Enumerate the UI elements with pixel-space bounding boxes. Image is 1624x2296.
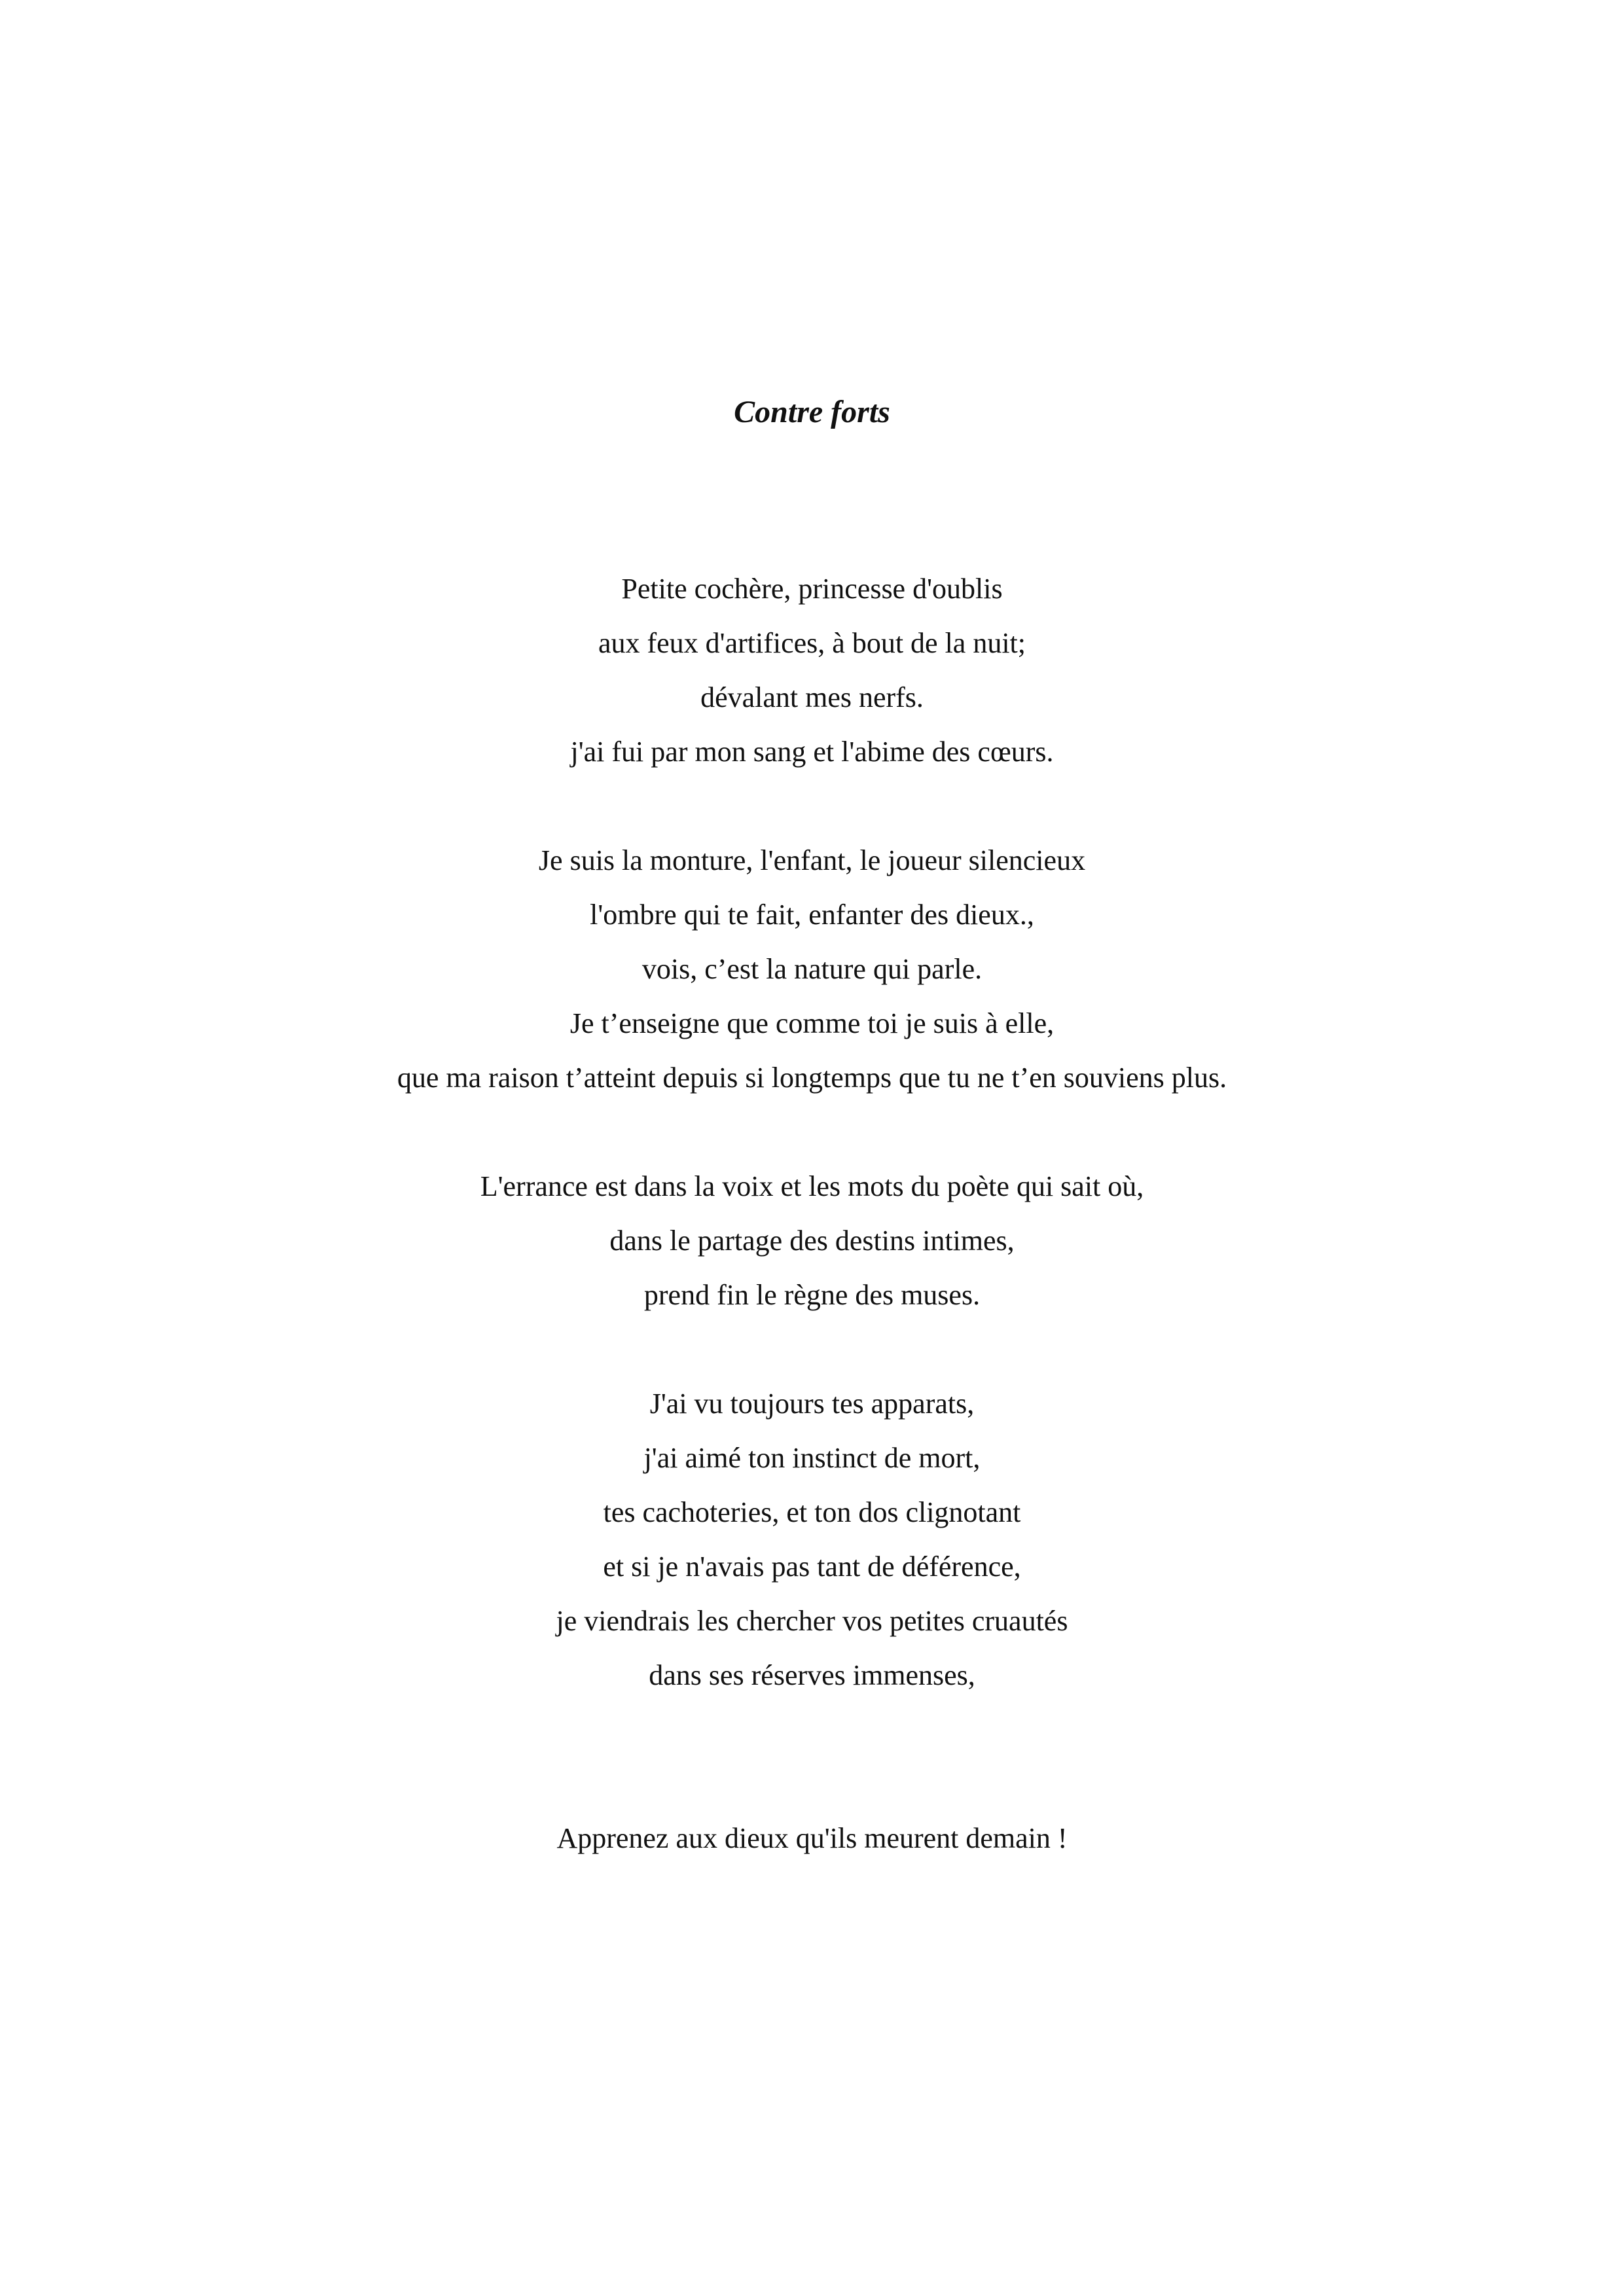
poem-line: vois, c’est la nature qui parle. [641, 953, 983, 985]
poem-line: Je suis la monture, l'enfant, le joueur silencieux [538, 844, 1086, 876]
stanza-3 [0, 1159, 1624, 1322]
poem-line: prend fin le règne des muses. [643, 1279, 981, 1311]
poem-body [0, 562, 1624, 1865]
stanza-final [0, 1811, 1624, 1865]
poem-line: dans ses réserves immenses, [649, 1659, 975, 1691]
stanza-1 [0, 562, 1624, 779]
poem-line: j'ai aimé ton instinct de mort, [643, 1442, 981, 1474]
poem-line: l'ombre qui te fait, enfanter des dieux., [590, 899, 1034, 931]
poem-line: et si je n'avais pas tant de déférence, [603, 1551, 1021, 1583]
poem-line: Apprenez aux dieux qu'ils meurent demain ! [556, 1822, 1068, 1854]
poem-line: Petite cochère, princesse d'oublis [621, 573, 1003, 605]
poem-line: Je t’enseigne que comme toi je suis à elle, [569, 1007, 1055, 1039]
poem-line: dans le partage des destins intimes, [609, 1225, 1015, 1257]
poem-line: je viendrais les chercher vos petites cruautés [556, 1605, 1068, 1637]
poem-line: dévalant mes nerfs. [700, 681, 924, 713]
stanza-4 [0, 1376, 1624, 1702]
poem-line: aux feux d'artifices, à bout de la nuit; [598, 627, 1026, 659]
poem-title: Contre forts [734, 395, 890, 429]
poem-line: tes cachoteries, et ton dos clignotant [603, 1496, 1021, 1528]
poem-line: que ma raison t’atteint depuis si longtemps que tu ne t’en souviens plus. [397, 1062, 1227, 1094]
stanza-2 [0, 833, 1624, 1105]
poem-line: L'errance est dans la voix et les mots du poète qui sait où, [480, 1170, 1144, 1202]
poem-line: j'ai fui par mon sang et l'abime des cœurs. [570, 736, 1054, 768]
poem-line: J'ai vu toujours tes apparats, [649, 1388, 975, 1420]
